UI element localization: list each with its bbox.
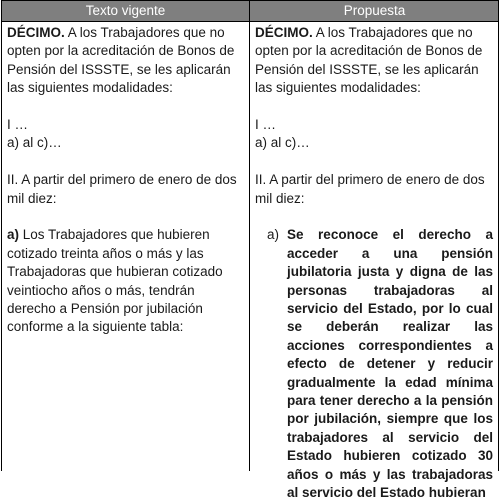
subsection-a-paragraph [7, 226, 244, 336]
comparison-table [1, 0, 499, 501]
subsections-a-c: a) al c)… [255, 135, 310, 151]
table-body [2, 22, 498, 501]
proposal-column [250, 22, 498, 501]
current-text-column [2, 22, 250, 471]
fraction-ii: II. A partir del primero de enero de dos mil diez: [7, 172, 237, 206]
proposal-item-a [255, 226, 493, 502]
decimo-paragraph [7, 24, 244, 98]
decimo-text: A los Trabajadores que no opten por la acreditación de Bonos de Pensión del ISSSTE, se les aplicarán las siguientes modalidades: [7, 25, 235, 96]
subsection-a-text: Los Trabajadores que hubieren cotizado treinta años o más y las Trabajadoras que hubieran cotizado veintiocho años o más, tendrán derecho a Pensión por jubilación conforme a la siguiente tabla: [7, 227, 223, 335]
header-proposal: Propuesta [343, 3, 406, 18]
decimo-label: DÉCIMO. [7, 25, 65, 40]
fraction-i: I … [255, 117, 277, 133]
fraction-ii: II. A partir del primero de enero de dos mil diez: [255, 172, 485, 206]
fraction-i: I … [7, 117, 29, 133]
item-a-text: Se reconoce el derecho a acceder a una pensión jubilatoria justa y digna de las personas trabajadoras al servicio del Estado, por lo cual se deberán realizar las acciones correspondientes a efecto de detener y reducir gradualmente la edad mínima para tener derecho a la pensión por jubilación, siempre que los trabajadores al servicio del Estado hubieren cotizado 30 años o más y las trabajadoras al servicio del Estado hubieran [287, 227, 493, 501]
decimo-text: A los Trabajadores que no opten por la acreditación de Bonos de Pensión del ISSSTE, se les aplicarán las siguientes modalidades: [255, 25, 483, 96]
decimo-label: DÉCIMO. [255, 25, 313, 40]
decimo-paragraph [255, 24, 493, 98]
table-header [2, 0, 498, 22]
header-current-text: Texto vigente [2, 1, 250, 21]
subsections-a-c: a) al c)… [7, 135, 62, 151]
item-a-label: a) [267, 227, 280, 243]
subsection-a-label: a) [7, 227, 20, 243]
